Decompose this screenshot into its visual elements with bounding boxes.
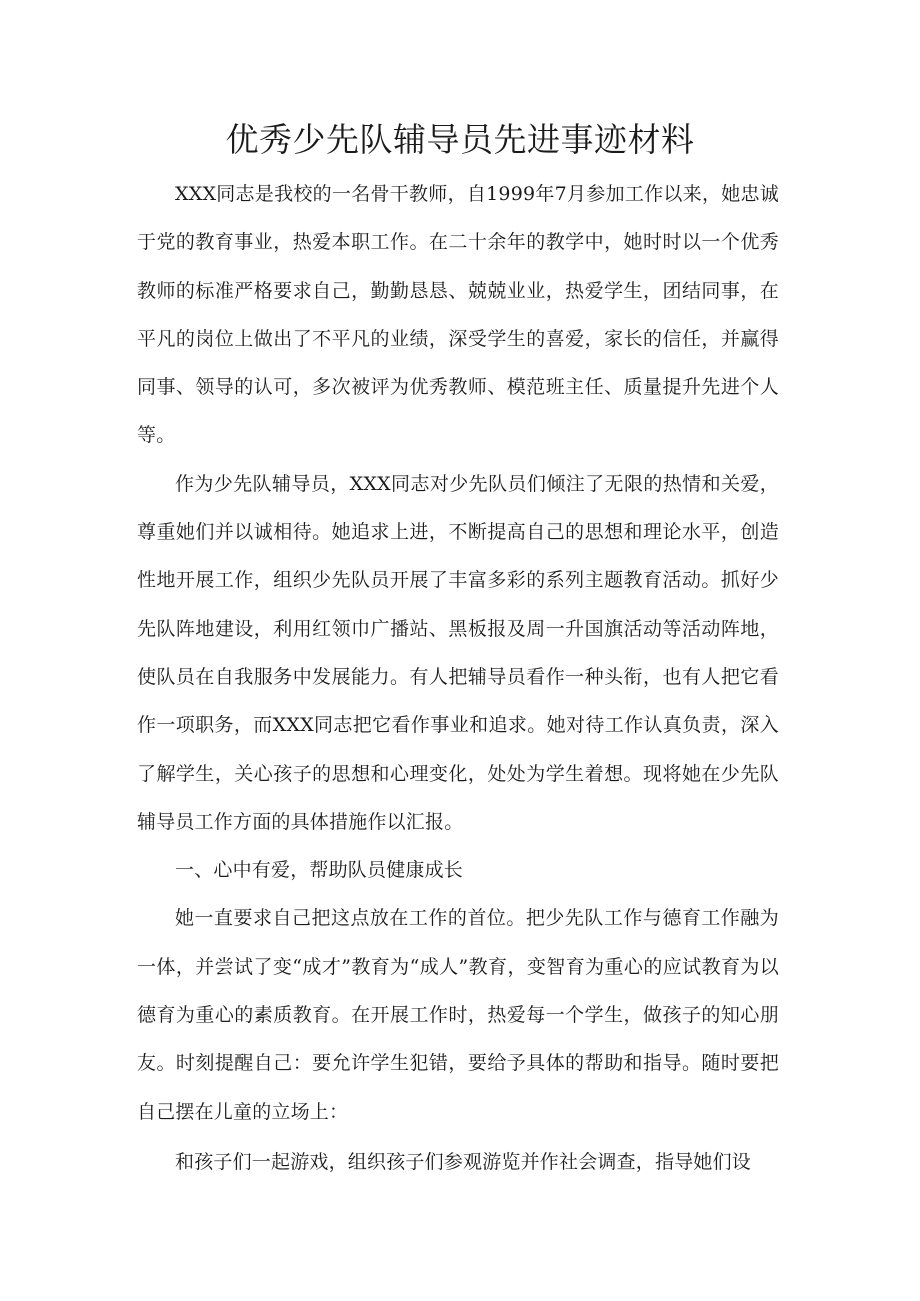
document-title: 优秀少先队辅导员先进事迹材料 xyxy=(225,120,695,159)
section-heading-1: 一、心中有爱，帮助队员健康成长 xyxy=(175,859,464,882)
document-body xyxy=(137,170,779,1186)
paragraph-counselor-role: 作为少先队辅导员，XXX同志对少先队员们倾注了无限的热情和关爱，尊重她们并以诚相待。她追求上进，不断提高自己的思想和理论水平，创造性地开展工作，组织少先队员开展了丰富多彩的系列主题教育活动。抓好少先队阵地建设，利用红领巾广播站、黑板报及周一升国旗活动等活动阵地，使队员在自我服务中发展能力。有人把辅导员看作一种头衔，也有人把它看作一项职务，而XXX同志把它看作事业和追求。她对待工作认真负责，深入了解学生，关心孩子的思想和心理变化，处处为学生着想。现将她在少先队辅导员工作方面的具体措施作以汇报。 xyxy=(137,472,779,833)
paragraph-intro: XXX同志是我校的一名骨干教师，自1999年7月参加工作以来，她忠诚于党的教育事业，热爱本职工作。在二十余年的教学中，她时时以一个优秀教师的标准严格要求自己，勤勤恳恳、兢兢业业，热爱学生，团结同事，在平凡的岗位上做出了不平凡的业绩，深受学生的喜爱，家长的信任，并赢得同事、领导的认可，多次被评为优秀教师、模范班主任、质量提升先进个人等。 xyxy=(137,183,779,447)
paragraph-section-1: 她一直要求自己把这点放在工作的首位。把少先队工作与德育工作融为一体，并尝试了变“成才”教育为“成人”教育，变智育为重心的应试教育为以德育为重心的素质教育。在开展工作时，热爱每一个学生，做孩子的知心朋友。时刻提醒自己：要允许学生犯错，要给予具体的帮助和指导。随时要把自己摆在儿童的立场上： xyxy=(137,907,779,1123)
paragraph-continued: 和孩子们一起游戏，组织孩子们参观游览并作社会调查，指导她们设 xyxy=(175,1150,752,1173)
